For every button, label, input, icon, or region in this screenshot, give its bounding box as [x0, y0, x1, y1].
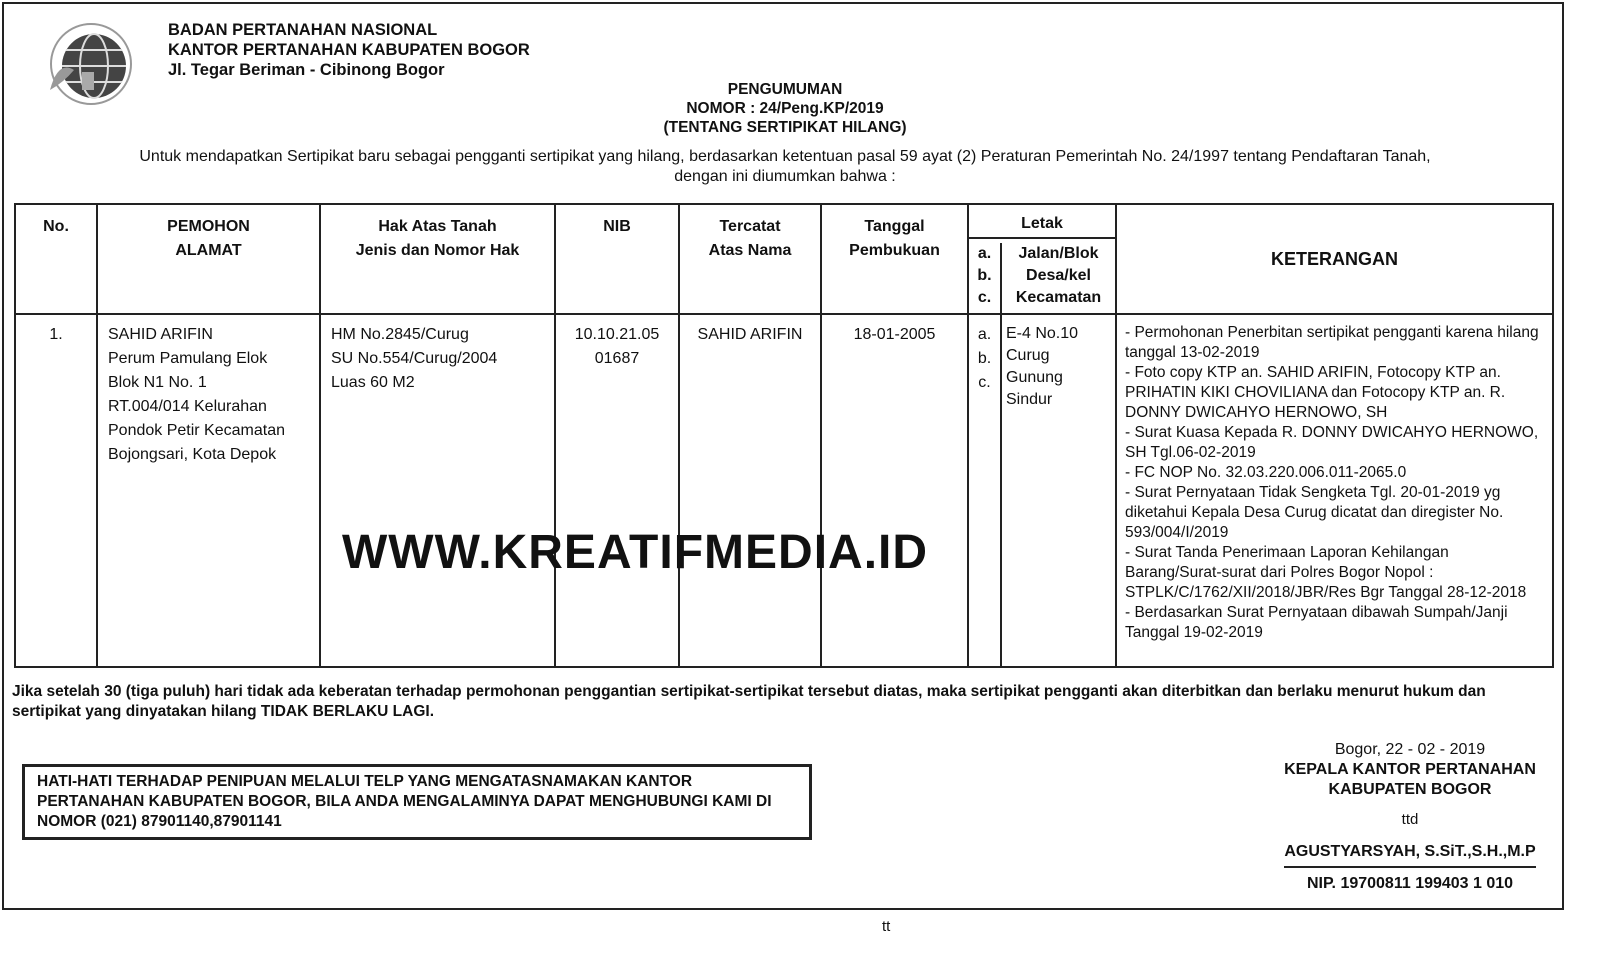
address-line: Bojongsari, Kota Depok — [108, 446, 277, 463]
applicant-name: SAHID ARIFIN — [108, 326, 213, 343]
intro-text — [20, 147, 1550, 187]
col-tercatat — [679, 204, 821, 314]
header-text: Tanggal — [864, 218, 925, 235]
intro-line: Untuk mendapatkan Sertipikat baru sebagai pengganti sertipikat yang hilang, berdasarkan ketentuan pasal 59 ayat (2) Peraturan Pemerintah No. 24/1997 tentang Pendaftaran Tanah, — [139, 148, 1431, 165]
letak-value: E-4 No.10 — [1006, 325, 1079, 342]
watermark: WWW.KREATIFMEDIA.ID — [342, 526, 929, 579]
col-nib: NIB — [555, 204, 679, 314]
signer-position: KABUPATEN BOGOR — [1328, 781, 1492, 798]
keterangan-item: - Surat Kuasa Kepada R. DONNY DWICAHYO HERNOWO, SH Tgl.06-02-2019 — [1125, 424, 1539, 461]
signed-mark: ttd — [1401, 811, 1419, 828]
header-text: Jenis dan Nomor Hak — [355, 242, 520, 259]
closing-text: Jika setelah 30 (tiga puluh) hari tidak ada keberatan terhadap permohonan penggantian sertipikat-sertipikat tersebut diatas, maka sertipikat pengganti akan diterbitkan dan berlaku menurut hukum dan sertipikat yang dinyatakan hilang TIDAK BERLAKU LAGI. — [12, 683, 1486, 720]
keterangan-item: - Surat Tanda Penerimaan Laporan Kehilangan Barang/Surat-surat dari Polres Bogor Nopol : STPLK/C/1762/XII/2018/JBR/Res Bgr Tanggal 28-12-2018 — [1125, 544, 1527, 601]
signer-nip: NIP. 19700811 199403 1 010 — [1306, 875, 1514, 892]
letak-fields — [1002, 243, 1115, 313]
letak-labels — [969, 243, 1002, 313]
announcement-title — [0, 80, 1570, 137]
col-hak — [320, 204, 555, 314]
hak-line: Luas 60 M2 — [331, 374, 415, 391]
header-text: a. — [977, 245, 992, 262]
cell-letak — [1001, 314, 1116, 667]
org-name: BADAN PERTANAHAN NASIONAL — [168, 21, 438, 39]
cell-keterangan — [1116, 314, 1553, 667]
col-pemohon — [97, 204, 320, 314]
signature-block — [1250, 740, 1570, 894]
letak-label: b. — [977, 350, 992, 367]
cell-pemohon — [97, 314, 320, 667]
letterhead — [168, 20, 530, 80]
header-text: PEMOHON — [167, 218, 250, 235]
header-text: b. — [977, 267, 992, 284]
cell-letak-labels — [968, 314, 1001, 667]
footer-text: tt — [882, 918, 891, 935]
header-text: Tercatat — [719, 218, 781, 235]
cell-tanggal: 18-01-2005 — [821, 314, 968, 667]
header-text: c. — [977, 289, 992, 306]
header-text: ALAMAT — [175, 242, 242, 259]
col-keterangan: KETERANGAN — [1116, 204, 1553, 314]
certificate-table — [14, 203, 1554, 668]
address-line: Perum Pamulang Elok — [108, 350, 268, 367]
header-text: Pembukuan — [849, 242, 940, 259]
signer-position: KEPALA KANTOR PERTANAHAN — [1284, 761, 1536, 778]
keterangan-item: - FC NOP No. 32.03.220.006.011-2065.0 — [1125, 464, 1407, 481]
letak-value: Gunung Sindur — [1006, 369, 1063, 408]
intro-line: dengan ini diumumkan bahwa : — [674, 168, 896, 185]
place-date: Bogor, 22 - 02 - 2019 — [1334, 741, 1486, 758]
address-line: Blok N1 No. 1 — [108, 374, 207, 391]
signer-name: AGUSTYARSYAH, S.SiT.,S.H.,M.P — [1284, 842, 1535, 868]
keterangan-item: - Berdasarkan Surat Pernyataan dibawah Sumpah/Janji Tanggal 19-02-2019 — [1125, 604, 1508, 641]
letak-label: a. — [977, 326, 992, 343]
office-address: Jl. Tegar Beriman - Cibinong Bogor — [168, 61, 445, 79]
header-text: Hak Atas Tanah — [378, 218, 497, 235]
cell-tercatat: SAHID ARIFIN — [679, 314, 821, 667]
title-subject: (TENTANG SERTIPIKAT HILANG) — [663, 119, 907, 136]
cell-nib — [555, 314, 679, 667]
header-text: Kecamatan — [1015, 289, 1102, 306]
header-text: Jalan/Blok — [1018, 245, 1099, 262]
nib-line: 10.10.21.05 — [574, 326, 660, 343]
hak-line: HM No.2845/Curug — [331, 326, 469, 343]
header-text: Atas Nama — [708, 242, 792, 259]
col-no: No. — [15, 204, 97, 314]
col-tanggal — [821, 204, 968, 314]
keterangan-item: - Foto copy KTP an. SAHID ARIFIN, Fotocopy KTP an. PRIHATIN KIKI CHOVILIANA dan Fotocopy KTP an. R. DONNY DWICAHYO HERNOWO, SH — [1125, 364, 1506, 421]
title-line: PENGUMUMAN — [727, 81, 843, 98]
address-line: RT.004/014 Kelurahan — [108, 398, 267, 415]
keterangan-item: - Permohonan Penerbitan sertipikat pengganti karena hilang tanggal 13-02-2019 — [1125, 324, 1539, 361]
nib-line: 01687 — [594, 350, 640, 367]
address-line: Pondok Petir Kecamatan — [108, 422, 285, 439]
letak-label: c. — [978, 374, 991, 391]
office-name: KANTOR PERTANAHAN KABUPATEN BOGOR — [168, 41, 530, 59]
col-letak — [968, 204, 1116, 314]
table-header — [15, 204, 1553, 314]
hak-line: SU No.554/Curug/2004 — [331, 350, 498, 367]
keterangan-item: - Surat Pernyataan Tidak Sengketa Tgl. 20-01-2019 yg diketahui Kepala Desa Curug dicatat dan diregister No. 593/004/I/2019 — [1125, 484, 1504, 541]
fraud-warning-box: HATI-HATI TERHADAP PENIPUAN MELALUI TELP YANG MENGATASNAMAKAN KANTOR PERTANAHAN KABUPATEN BOGOR, BILA ANDA MENGALAMINYA DAPAT MENGHUBUNGI KAMI DI NOMOR (021) 87901140,87901141 — [22, 764, 812, 840]
cell-hak — [320, 314, 555, 667]
header-text: Desa/kel — [1026, 267, 1091, 284]
table-row — [15, 314, 1553, 667]
cell-no: 1. — [15, 314, 97, 667]
letak-value: Curug — [1006, 347, 1050, 364]
header-text: Letak — [969, 205, 1115, 239]
title-number: NOMOR : 24/Peng.KP/2019 — [686, 100, 884, 117]
